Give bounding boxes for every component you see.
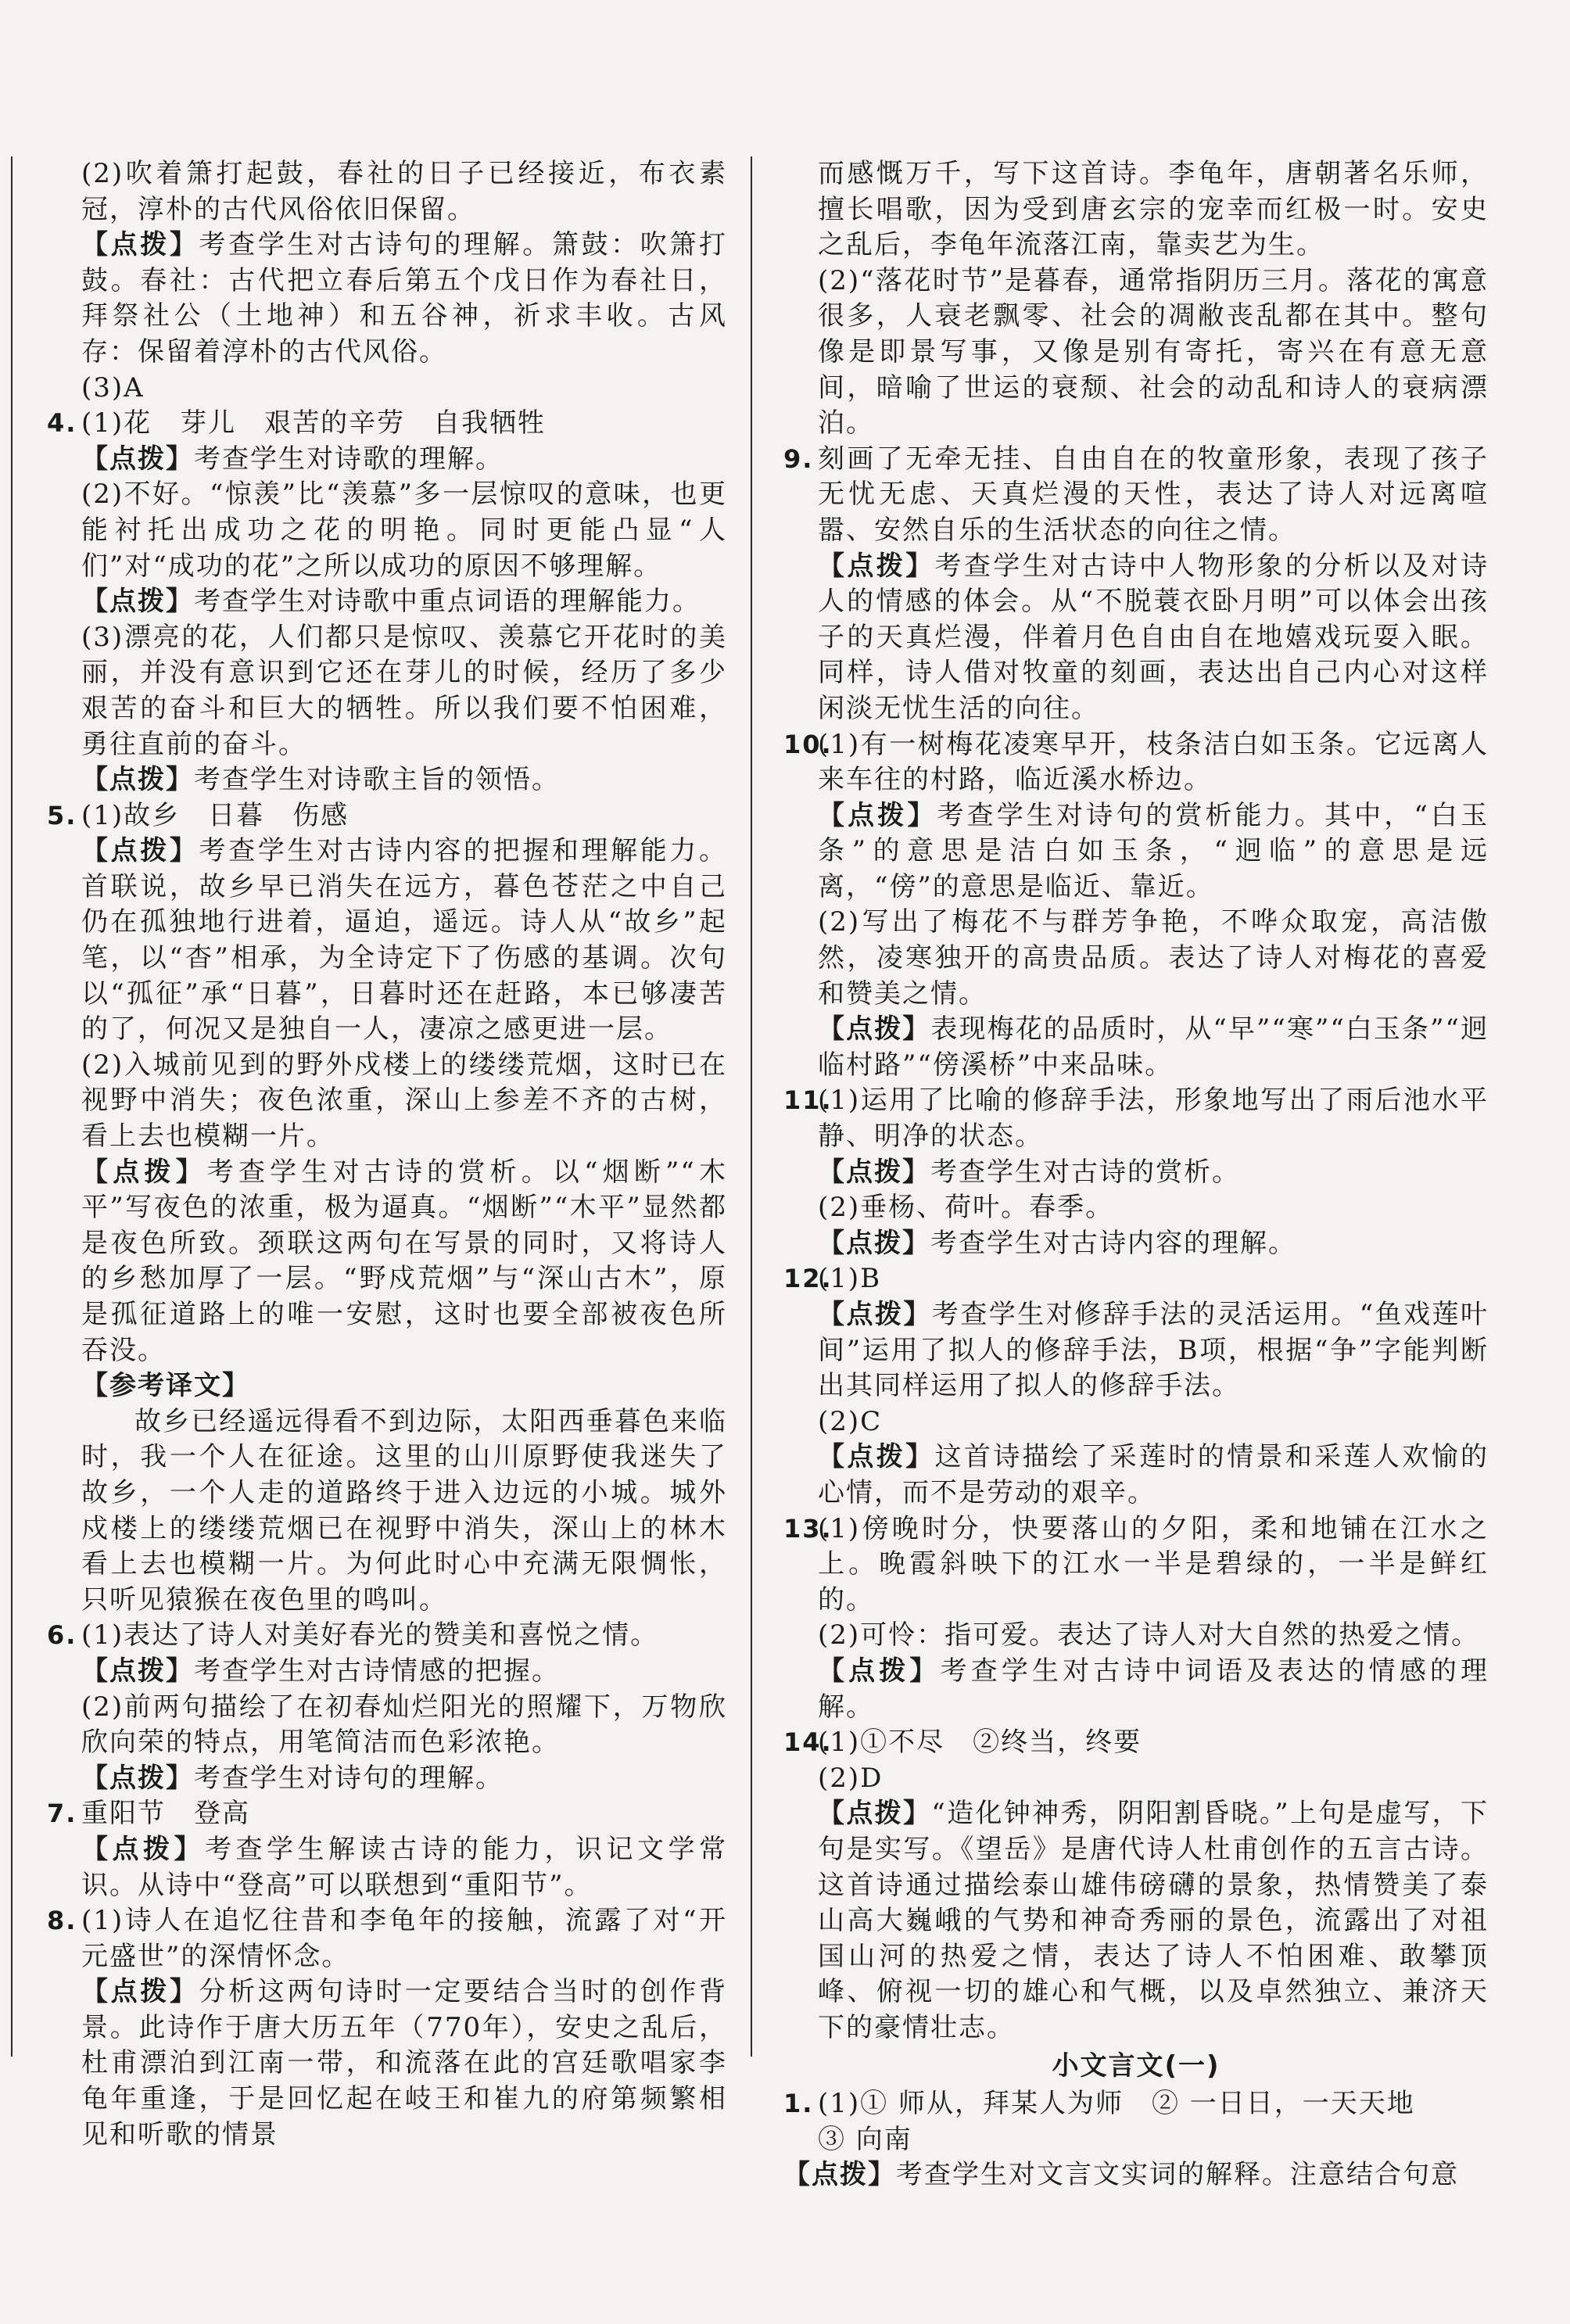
note-text: 表现梅花的品质时，从“早”“寒”“白玉条”“迥临村路”“傍溪桥”中来品味。 [818, 1013, 1489, 1081]
question-answer: 重阳节 登高 [81, 1798, 250, 1830]
note-tag: 【点拨】 [818, 799, 937, 831]
answer-text: (2)垂杨、荷叶。春季。 [818, 1192, 1114, 1224]
note-text: 考查学生对古诗内容的理解。 [930, 1227, 1296, 1259]
note-text: 考查学生对古诗的赏析。以“烟断”“木平”写夜色的浓重，极为逼真。“烟断”“木平”显然都是夜色所致。颈联这两句在写景的同时，又将诗人的乡愁加厚了一层。“野戍荒烟”与“深山古木”，原是孤征道路上的唯一安慰，这时也要全部被夜色所吞没。 [81, 1156, 728, 1366]
answer-text: (2)入城前见到的野外戍楼上的缕缕荒烟，这时已在视野中消失；夜色浓重，深山上参差不齐的古树，看上去也模糊一片。 [81, 1049, 727, 1153]
question-item [783, 1083, 1489, 1154]
question-number: 7. [47, 1799, 77, 1829]
note-tag: 【点拨】 [818, 1798, 932, 1830]
note-tag: 【点拨】 [818, 1227, 930, 1259]
question-item [783, 1261, 1489, 1297]
question-item [783, 2086, 1489, 2122]
note-tag: 【点拨】 [818, 1655, 941, 1687]
question-item [47, 1796, 727, 1832]
note-text: 考查学生对修辞手法的灵活运用。“鱼戏莲叶间”运用了拟人的修辞手法，B项，根据“争”字能判断出其同样运用了拟人的修辞手法。 [818, 1299, 1489, 1402]
note-text: 考查学生对诗歌的理解。 [194, 443, 504, 475]
note-text: 考查学生对诗句的赏析能力。其中，“白玉条”的意思是洁白如玉条，“迥临”的意思是远离，“傍”的意思是临近、靠近。 [818, 799, 1489, 902]
note-text: 考查学生对诗歌中重点词语的理解能力。 [194, 586, 701, 618]
note-tag: 【参考译文】 [81, 1370, 250, 1402]
answer-text: (2)不好。“惊羡”比“羡慕”多一层惊叹的意味，也更能衬托出成功之花的明艳。同时更能凸显“人们”对“成功的花”之所以成功的原因不够理解。 [81, 479, 727, 582]
explanation-note [783, 1796, 1489, 2046]
question-number: 11. [783, 1085, 833, 1116]
question-item [47, 1903, 727, 1974]
note-text: 考查学生对古诗内容的把握和理解能力。首联说，故乡早已消失在远方，暮色苍茫之中自己仍在孤独地行进着，逼迫，遥远。诗人从“故乡”起笔，以“杳”相承，为全诗定下了伤感的基调。次句以“孤征”承“日暮”，日暮时还在赶路，本已够凄苦的了，何况又是独自一人，凄凉之感更进一层。 [81, 835, 728, 1045]
note-tag: 【点拨】 [818, 1299, 932, 1330]
explanation-note [783, 1155, 1489, 1191]
question-number: 10. [783, 729, 833, 759]
question-answer: (1)B [818, 1263, 882, 1295]
answer-text: (2)可怜：指可爱。表达了诗人对大自然的热爱之情。 [818, 1619, 1480, 1652]
answer-text: 而感慨万千，写下这首诗。李龟年，唐朝著名乐师，擅长唱歌，因为受到唐玄宗的宠幸而红极一时。安史之乱后，李龟年流落江南，靠卖艺为生。 [818, 158, 1489, 261]
note-tag: 【点拨】 [818, 1441, 935, 1473]
explanation-note [783, 798, 1489, 906]
answer-text: (2)“落花时节”是暮春，通常指阴历三月。落花的寓意很多，人衰老飘零、社会的凋敝丧乱都在其中。整句像是即景写事，又像是别有寄托，寄兴在有意无意间，暗喻了世运的衰颓、社会的动乱和诗人的衰病漂泊。 [818, 264, 1489, 439]
question-number: 14. [783, 1727, 833, 1758]
note-tag: 【点拨】 [81, 229, 199, 261]
explanation-note [783, 1012, 1489, 1083]
explanation-note [783, 1297, 1489, 1404]
question-item [783, 442, 1489, 549]
question-answer: (1)有一树梅花凌寒早开，枝条洁白如玉条。它远离人来车往的村路，临近溪水桥边。 [818, 728, 1489, 796]
question-answer: 刻画了无牵无挂、自由自在的牧童形象，表现了孩子无忧无虑、天真烂漫的天性，表达了诗人对远离喧嚣、安然自乐的生活状态的向往之情。 [818, 443, 1489, 546]
answer-text: (3)漂亮的花，人们都只是惊叹、羡慕它开花时的美丽，并没有意识到它还在芽儿的时候，经历了多少艰苦的奋斗和巨大的牺牲。所以我们要不怕困难，勇往直前的奋斗。 [81, 621, 727, 760]
explanation-note [47, 1368, 727, 1404]
explanation-note [47, 442, 727, 478]
note-text: 这首诗描绘了采莲时的情景和采莲人欢愉的心情，而不是劳动的艰辛。 [818, 1441, 1489, 1508]
explanation-note [47, 228, 727, 370]
note-tag: 【点拨】 [783, 2159, 896, 2191]
note-text: 考查学生解读古诗的能力，识记文学常识。从诗中“登高”可以联想到“重阳节”。 [81, 1833, 727, 1901]
question-answer: (1)花 芽儿 艰苦的辛劳 自我牺牲 [81, 407, 547, 439]
section-heading: 小文言文(一) [1052, 2050, 1221, 2082]
question-answer: (1)运用了比喻的修辞手法，形象地写出了雨后池水平静、明净的状态。 [818, 1085, 1489, 1153]
note-tag: 【点拨】 [81, 1976, 199, 2008]
explanation-note [783, 549, 1489, 727]
note-text: 考查学生对古诗中人物形象的分析以及对诗人的情感的体会。从“不脱蓑衣卧月明”可以体会出孩子的天真烂漫，伴着月色自由自在地嬉戏玩耍入眠。同样，诗人借对牧童的刻画，表达出自己内心对这样闲淡无忧生活的向往。 [818, 550, 1489, 724]
answer-text: (2)D [818, 1762, 884, 1794]
question-number: 1. [783, 2089, 814, 2119]
question-item [47, 1618, 727, 1654]
answer-text: (2)吹着箫打起鼓，春社的日子已经接近，布衣素冠，淳朴的古代风俗依旧保留。 [81, 158, 727, 225]
question-number: 13. [783, 1513, 833, 1544]
note-tag: 【点拨】 [81, 586, 194, 618]
answer-text: (2)写出了梅花不与群芳争艳，不哗众取宠，高洁傲然，凌寒独开的高贵品质。表达了诗人对梅花的喜爱和赞美之情。 [818, 906, 1489, 1010]
note-text: 分析这两句诗时一定要结合当时的创作背景。此诗作于唐大历五年（770年），安史之乱后，杜甫漂泊到江南一带，和流落在此的宫廷歌唱家李龟年重逢，于是回忆起在岐王和崔九的府第频繁相见和听歌的情景 [81, 1976, 728, 2150]
question-answer: (1)① 师从，拜某人为师 ② 一日日，一天天地 [818, 2088, 1415, 2120]
answer-text: ③ 向南 [818, 2123, 912, 2155]
explanation-note [47, 1832, 727, 1903]
question-item [783, 1725, 1489, 1761]
explanation-note [47, 584, 727, 620]
note-text: 考查学生对古诗情感的把握。 [194, 1655, 560, 1687]
answer-text: (2)C [818, 1405, 883, 1437]
explanation-note [783, 2157, 1489, 2193]
explanation-note [47, 1761, 727, 1797]
column-divider [751, 156, 752, 2057]
note-text: 考查学生对古诗的赏析。 [930, 1156, 1240, 1188]
question-answer: (1)表达了诗人对美好春光的赞美和喜悦之情。 [81, 1619, 659, 1652]
translation-paragraph: 故乡已经遥远得看不到边际，太阳西垂暮色来临时，我一个人在征途。这里的山川原野使我迷失了故乡，一个人走的道路终于进入边远的小城。城外戍楼上的缕缕荒烟已在视野中消失，深山上的林木看上去也模糊一片。为何此时心中充满无限惆怅，只听见猿猴在夜色里的鸣叫。 [81, 1405, 727, 1616]
note-tag: 【点拨】 [818, 550, 935, 582]
note-tag: 【点拨】 [81, 1762, 194, 1794]
note-tag: 【点拨】 [81, 1655, 194, 1687]
right-column [783, 156, 1489, 2191]
question-number: 5. [47, 800, 77, 830]
answer-text: (2)前两句描绘了在初春灿烂阳光的照耀下，万物欣欣向荣的特点，用笔简洁而色彩浓艳。 [81, 1691, 727, 1759]
note-tag: 【点拨】 [81, 835, 199, 867]
question-answer: (1)傍晚时分，快要落山的夕阳，柔和地铺在江水之上。晚霞斜映下的江水一半是碧绿的，一半是鲜红的。 [818, 1512, 1489, 1616]
note-text: 考查学生对古诗句的理解。箫鼓：吹箫打鼓。春社：古代把立春后第五个戊日作为春社日，拜祭社公（土地神）和五谷神，祈求丰收。古风存：保留着淳朴的古代风俗。 [81, 229, 728, 368]
explanation-note [47, 1654, 727, 1690]
note-text: 考查学生对文言文实词的解释。注意结合句意 [896, 2159, 1459, 2191]
explanation-note [783, 1226, 1489, 1262]
note-text: “造化钟神秀，阴阳割昏晓。”上句是虚写，下句是实写。《望岳》是唐代诗人杜甫创作的五言古诗。这首诗通过描绘泰山雄伟磅礴的景象，热情赞美了泰山高大巍峨的气势和神奇秀丽的景色，流露出了对祖国山河的热爱之情，表达了诗人不怕困难、敢攀顶峰、俯视一切的雄心和气概，以及卓然独立、兼济天下的豪情壮志。 [818, 1798, 1489, 2043]
note-tag: 【点拨】 [818, 1156, 930, 1188]
note-text: 考查学生对诗句的理解。 [194, 1762, 504, 1794]
question-number: 8. [47, 1906, 77, 1936]
question-item [47, 406, 727, 442]
note-tag: 【点拨】 [81, 764, 194, 796]
explanation-note [47, 1155, 727, 1369]
note-text: 考查学生对古诗中词语及表达的情感的理解。 [818, 1655, 1489, 1723]
question-number: 6. [47, 1620, 77, 1651]
question-number: 12. [783, 1264, 833, 1294]
question-number: 9. [783, 443, 814, 474]
question-item [783, 1512, 1489, 1619]
note-tag: 【点拨】 [81, 1156, 207, 1188]
note-tag: 【点拨】 [81, 443, 194, 475]
question-item [783, 727, 1489, 798]
explanation-note [47, 762, 727, 798]
answer-text: (3)A [81, 371, 145, 403]
explanation-note [47, 1974, 727, 2153]
note-tag: 【点拨】 [81, 1833, 205, 1865]
explanation-note [783, 1440, 1489, 1511]
explanation-note [47, 834, 727, 1048]
question-answer: (1)诗人在追忆往昔和李龟年的接触，流露了对“开元盛世”的深情怀念。 [81, 1905, 727, 1972]
left-margin-rule [11, 156, 13, 2057]
question-answer: (1)①不尽 ②终当，终要 [818, 1727, 1142, 1759]
question-answer: (1)故乡 日暮 伤感 [81, 799, 349, 831]
question-item [47, 798, 727, 834]
note-tag: 【点拨】 [818, 1013, 931, 1045]
left-column [47, 156, 728, 2150]
explanation-note [783, 1654, 1489, 1725]
question-number: 4. [47, 408, 77, 439]
note-text: 考查学生对诗歌主旨的领悟。 [194, 764, 560, 796]
